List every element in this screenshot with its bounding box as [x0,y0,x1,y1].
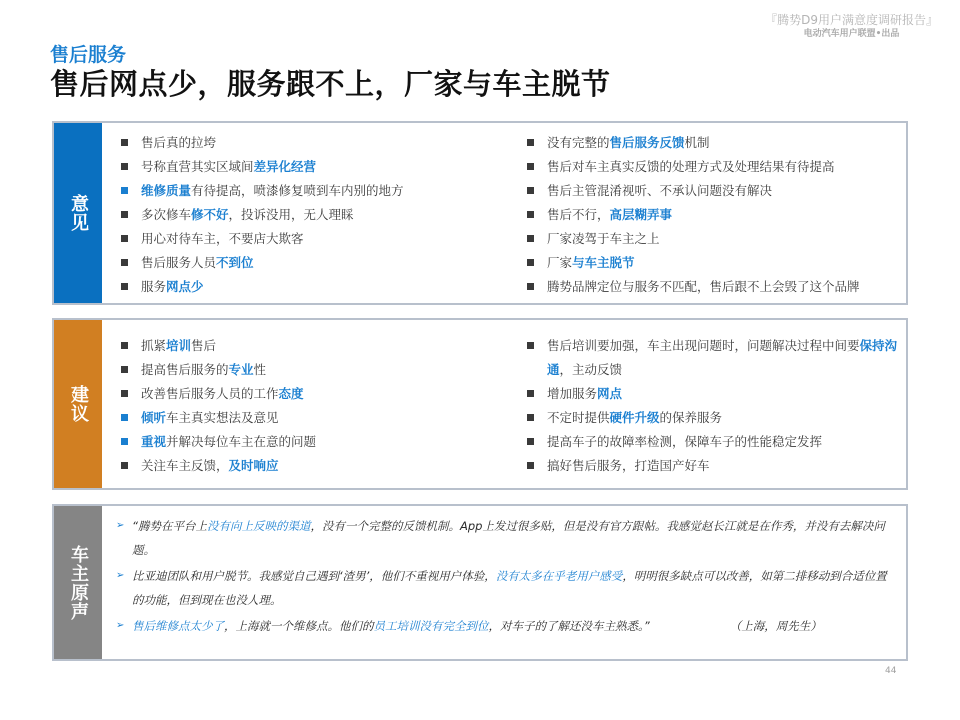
arrow-bullet-icon: ➢ [116,520,125,531]
quote-list [102,506,906,659]
list-item: 搞好售后服务，打造国产好车 [525,454,906,478]
list-item: 改善售后服务人员的工作态度 [119,382,500,406]
highlight-text: 差异化经营 [253,159,317,174]
list-item: 售后不行，高层糊弄事 [525,203,906,227]
highlight-text: 培训 [166,338,192,353]
list-item: 厂家与车主脱节 [525,251,906,275]
list-item: 售后培训要加强，车主出现问题时，问题解决过程中间要保持沟通，主动反馈 [525,334,906,382]
publisher: 电动汽车用户联盟•出品 [803,29,900,39]
highlight-text: 专业 [228,362,254,377]
square-bullet-icon [121,211,128,218]
square-bullet-icon [527,390,534,397]
opinions-right-list [525,131,906,299]
square-bullet-icon [121,235,128,242]
list-item: 增加服务网点 [525,382,906,406]
highlight-text: 维修质量 [141,183,192,198]
quote-text: ，明明很多缺点可以改善，如第二排移动到合适位置的功能，但到现在也没人理。 [132,569,887,607]
list-item: 售后主管混淆视听、不承认问题没有解决 [525,179,906,203]
list-item: 腾势品牌定位与服务不匹配，售后跟不上会毁了这个品牌 [525,275,906,299]
suggestions-right-list [525,334,906,478]
highlight-text: 网点 [597,386,623,401]
highlight-text: 售后服务反馈 [609,135,685,150]
list-item: 维修质量有待提高，喷漆修复喷到车内别的地方 [119,179,500,203]
square-bullet-icon [121,414,128,421]
list-item: 提高车子的故障率检测，保障车子的性能稳定发挥 [525,430,906,454]
square-bullet-icon [527,211,534,218]
highlight-text: 重视 [141,434,167,449]
highlight-text: 与车主脱节 [572,255,635,270]
highlight-text: 硬件升级 [609,410,660,425]
opinions-left-list [119,131,500,299]
suggestions-left-list [119,334,500,478]
list-item: 关注车主反馈，及时响应 [119,454,500,478]
square-bullet-icon [527,235,534,242]
report-title: 『腾势D9用户满意度调研报告』 [765,13,938,27]
list-item: 售后真的拉垮 [119,131,500,155]
quote-highlight: 没有太多在乎老用户感受 [495,569,623,583]
highlight-text: 不到位 [216,255,254,270]
square-bullet-icon [121,259,128,266]
list-item: 提高售后服务的专业性 [119,358,500,382]
quote-text: 比亚迪团队和用户脱节。我感觉自己遇到‘渣男’，他们不重视用户体验， [132,569,496,583]
list-item: 服务网点少 [119,275,500,299]
square-bullet-icon [121,163,128,170]
square-bullet-icon [121,342,128,349]
square-bullet-icon [527,187,534,194]
highlight-text: 及时响应 [228,458,279,473]
square-bullet-icon [121,438,128,445]
list-item: 售后对车主真实反馈的处理方式及处理结果有待提高 [525,155,906,179]
highlight-text: 高层糊弄事 [609,207,673,222]
opinions-side-label: 意见 [54,123,102,303]
section-label: 售后服务 [50,44,127,66]
highlight-text: 保持沟通 [547,338,898,377]
report-tag [765,12,938,41]
list-item: 重视并解决每位车主在意的问题 [119,430,500,454]
square-bullet-icon [121,366,128,373]
list-item: 没有完整的售后服务反馈机制 [525,131,906,155]
quote-text: ，上海就一个维修点。他们的 [224,619,374,633]
highlight-text: 态度 [278,386,304,401]
suggestions-side-label: 建议 [54,320,102,488]
quote-item [116,514,894,562]
list-item: 多次修车修不好，投诉没用，无人理睬 [119,203,500,227]
quote-item [116,614,894,638]
quote-highlight: 售后维修点太少了 [132,619,224,633]
highlight-text: 网点少 [166,279,204,294]
quote-source: （上海，周先生） [729,619,822,633]
quote-highlight: 员工培训没有完全到位 [373,619,489,633]
list-item: 抓紧培训售后 [119,334,500,358]
voices-side-label: 车主原声 [54,506,102,659]
quote-text: ，对车子的了解还没车主熟悉。” [488,619,650,633]
highlight-text: 修不好 [191,207,229,222]
square-bullet-icon [527,342,534,349]
quote-text: “腾势在平台上 [132,519,207,533]
square-bullet-icon [527,462,534,469]
arrow-bullet-icon: ➢ [116,570,125,581]
list-item: 号称直营其实区域间差异化经营 [119,155,500,179]
quote-highlight: 没有向上反映的渠道 [206,519,311,533]
page-title: 售后网点少，服务跟不上，厂家与车主脱节 [50,67,611,101]
square-bullet-icon [527,139,534,146]
square-bullet-icon [121,139,128,146]
list-item: 售后服务人员不到位 [119,251,500,275]
highlight-text: 倾听 [141,410,167,425]
list-item: 厂家凌驾于车主之上 [525,227,906,251]
square-bullet-icon [527,163,534,170]
square-bullet-icon [121,187,128,194]
list-item: 不定时提供硬件升级的保养服务 [525,406,906,430]
list-item: 用心对待车主，不要店大欺客 [119,227,500,251]
owner-voices-panel [52,504,908,661]
opinions-panel [52,121,908,305]
quote-text: ，没有一个完整的反馈机制。App上发过很多贴，但是没有官方跟帖。我感觉赵长江就是在作秀，并没有去解决问题。 [132,519,885,557]
square-bullet-icon [527,414,534,421]
square-bullet-icon [527,438,534,445]
square-bullet-icon [121,462,128,469]
arrow-bullet-icon: ➢ [116,620,125,631]
quote-item [116,564,894,612]
square-bullet-icon [527,283,534,290]
square-bullet-icon [121,283,128,290]
suggestions-panel [52,318,908,490]
page-number: 44 [885,666,897,676]
list-item: 倾听车主真实想法及意见 [119,406,500,430]
square-bullet-icon [527,259,534,266]
square-bullet-icon [121,390,128,397]
